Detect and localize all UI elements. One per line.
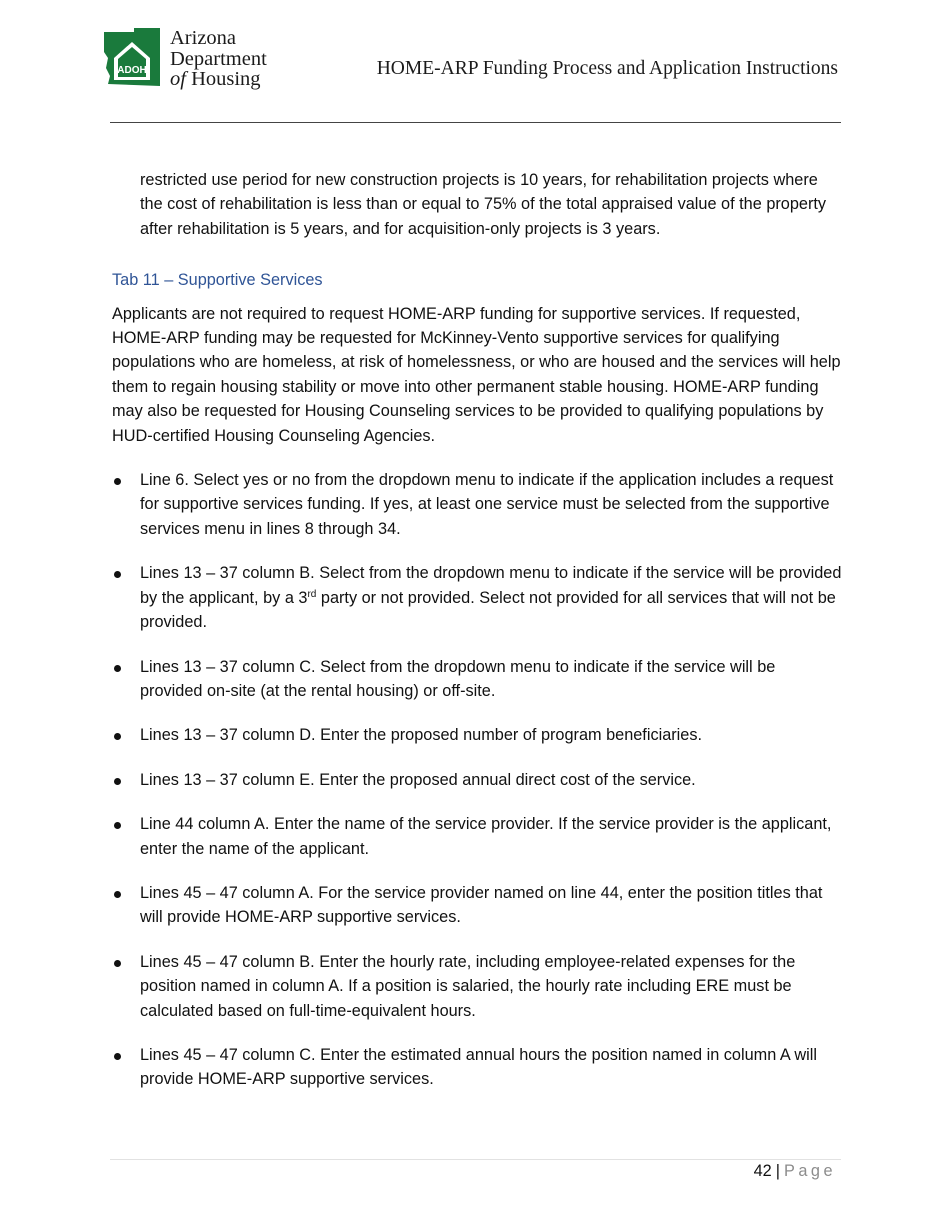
continued-paragraph: restricted use period for new construction projects is 10 years, for rehabilitation projects where the cost of rehabilitation is less than or equal to 75% of the total appraised value of the property after rehabilitation is 5 years, and for acquisition-only projects is 3 years.: [140, 171, 827, 238]
list-item-text: Lines 13 – 37 column B. Select from the dropdown menu to indicate if the service will be provided by the applicant, by a 3: [140, 564, 842, 607]
footer-divider: [110, 1159, 841, 1160]
list-item: Lines 45 – 47 column B. Enter the hourly rate, including employee-related expenses for the position named in column A. If a position is salaried, the hourly rate including ERE must be calculated based on full-time-equivalent hours.: [112, 950, 842, 1023]
section-heading-tab-11: Tab 11 – Supportive Services: [112, 271, 323, 290]
page-label: Page: [783, 1162, 836, 1180]
document-title: HOME-ARP Funding Process and Application Instructions: [376, 58, 838, 79]
page-footer: [754, 1162, 836, 1181]
ordinal-superscript: rd: [307, 588, 317, 600]
arizona-house-icon: [104, 28, 164, 90]
list-item: Lines 45 – 47 column C. Enter the estimated annual hours the position named in column A will provide HOME-ARP supportive services.: [112, 1043, 842, 1092]
adoh-logo: [104, 28, 284, 94]
logo-wordmark: [170, 28, 267, 90]
instruction-list: [112, 468, 842, 1092]
list-item: Lines 13 – 37 column E. Enter the proposed annual direct cost of the service.: [112, 768, 842, 792]
list-item: Lines 13 – 37 column D. Enter the proposed number of program beneficiaries.: [112, 723, 842, 747]
intro-paragraph: Applicants are not required to request HOME-ARP funding for supportive services. If requested, HOME-ARP funding may be requested for McKinney-Vento supportive services for qualifying populations who are homeless, at risk of homelessness, or who are housed and the services will help them to regain housing stability or move into other permanent stable housing. HOME-ARP funding may also be requested for Housing Counseling services to be provided to qualifying populations by HUD-certified Housing Counseling Agencies.: [112, 304, 841, 445]
list-item: Line 6. Select yes or no from the dropdown menu to indicate if the application includes a request for supportive services funding. If yes, at least one service must be selected from the supportive services menu in lines 8 through 34.: [112, 468, 842, 541]
list-item: Line 44 column A. Enter the name of the service provider. If the service provider is the applicant, enter the name of the applicant.: [112, 812, 842, 861]
logo-line-housing: [170, 69, 267, 90]
adoh-badge-text: ADOH: [117, 65, 147, 76]
page-content: [112, 168, 842, 1112]
logo-of: of: [170, 68, 186, 90]
header-divider: [110, 122, 841, 123]
list-item-text: party or not provided. Select not provided for all services that will not be provided.: [140, 588, 836, 632]
list-item: [112, 561, 842, 634]
footer-separator: |: [775, 1162, 780, 1180]
list-item: Lines 45 – 47 column A. For the service provider named on line 44, enter the position titles that will provide HOME-ARP supportive services.: [112, 881, 842, 930]
logo-line-arizona: Arizona: [170, 27, 237, 49]
logo-line-department: Department: [170, 47, 267, 70]
page-number: 42: [753, 1162, 772, 1180]
logo-housing: Housing: [185, 68, 261, 90]
list-item: Lines 13 – 37 column C. Select from the dropdown menu to indicate if the service will be provided on-site (at the rental housing) or off-site.: [112, 655, 842, 704]
